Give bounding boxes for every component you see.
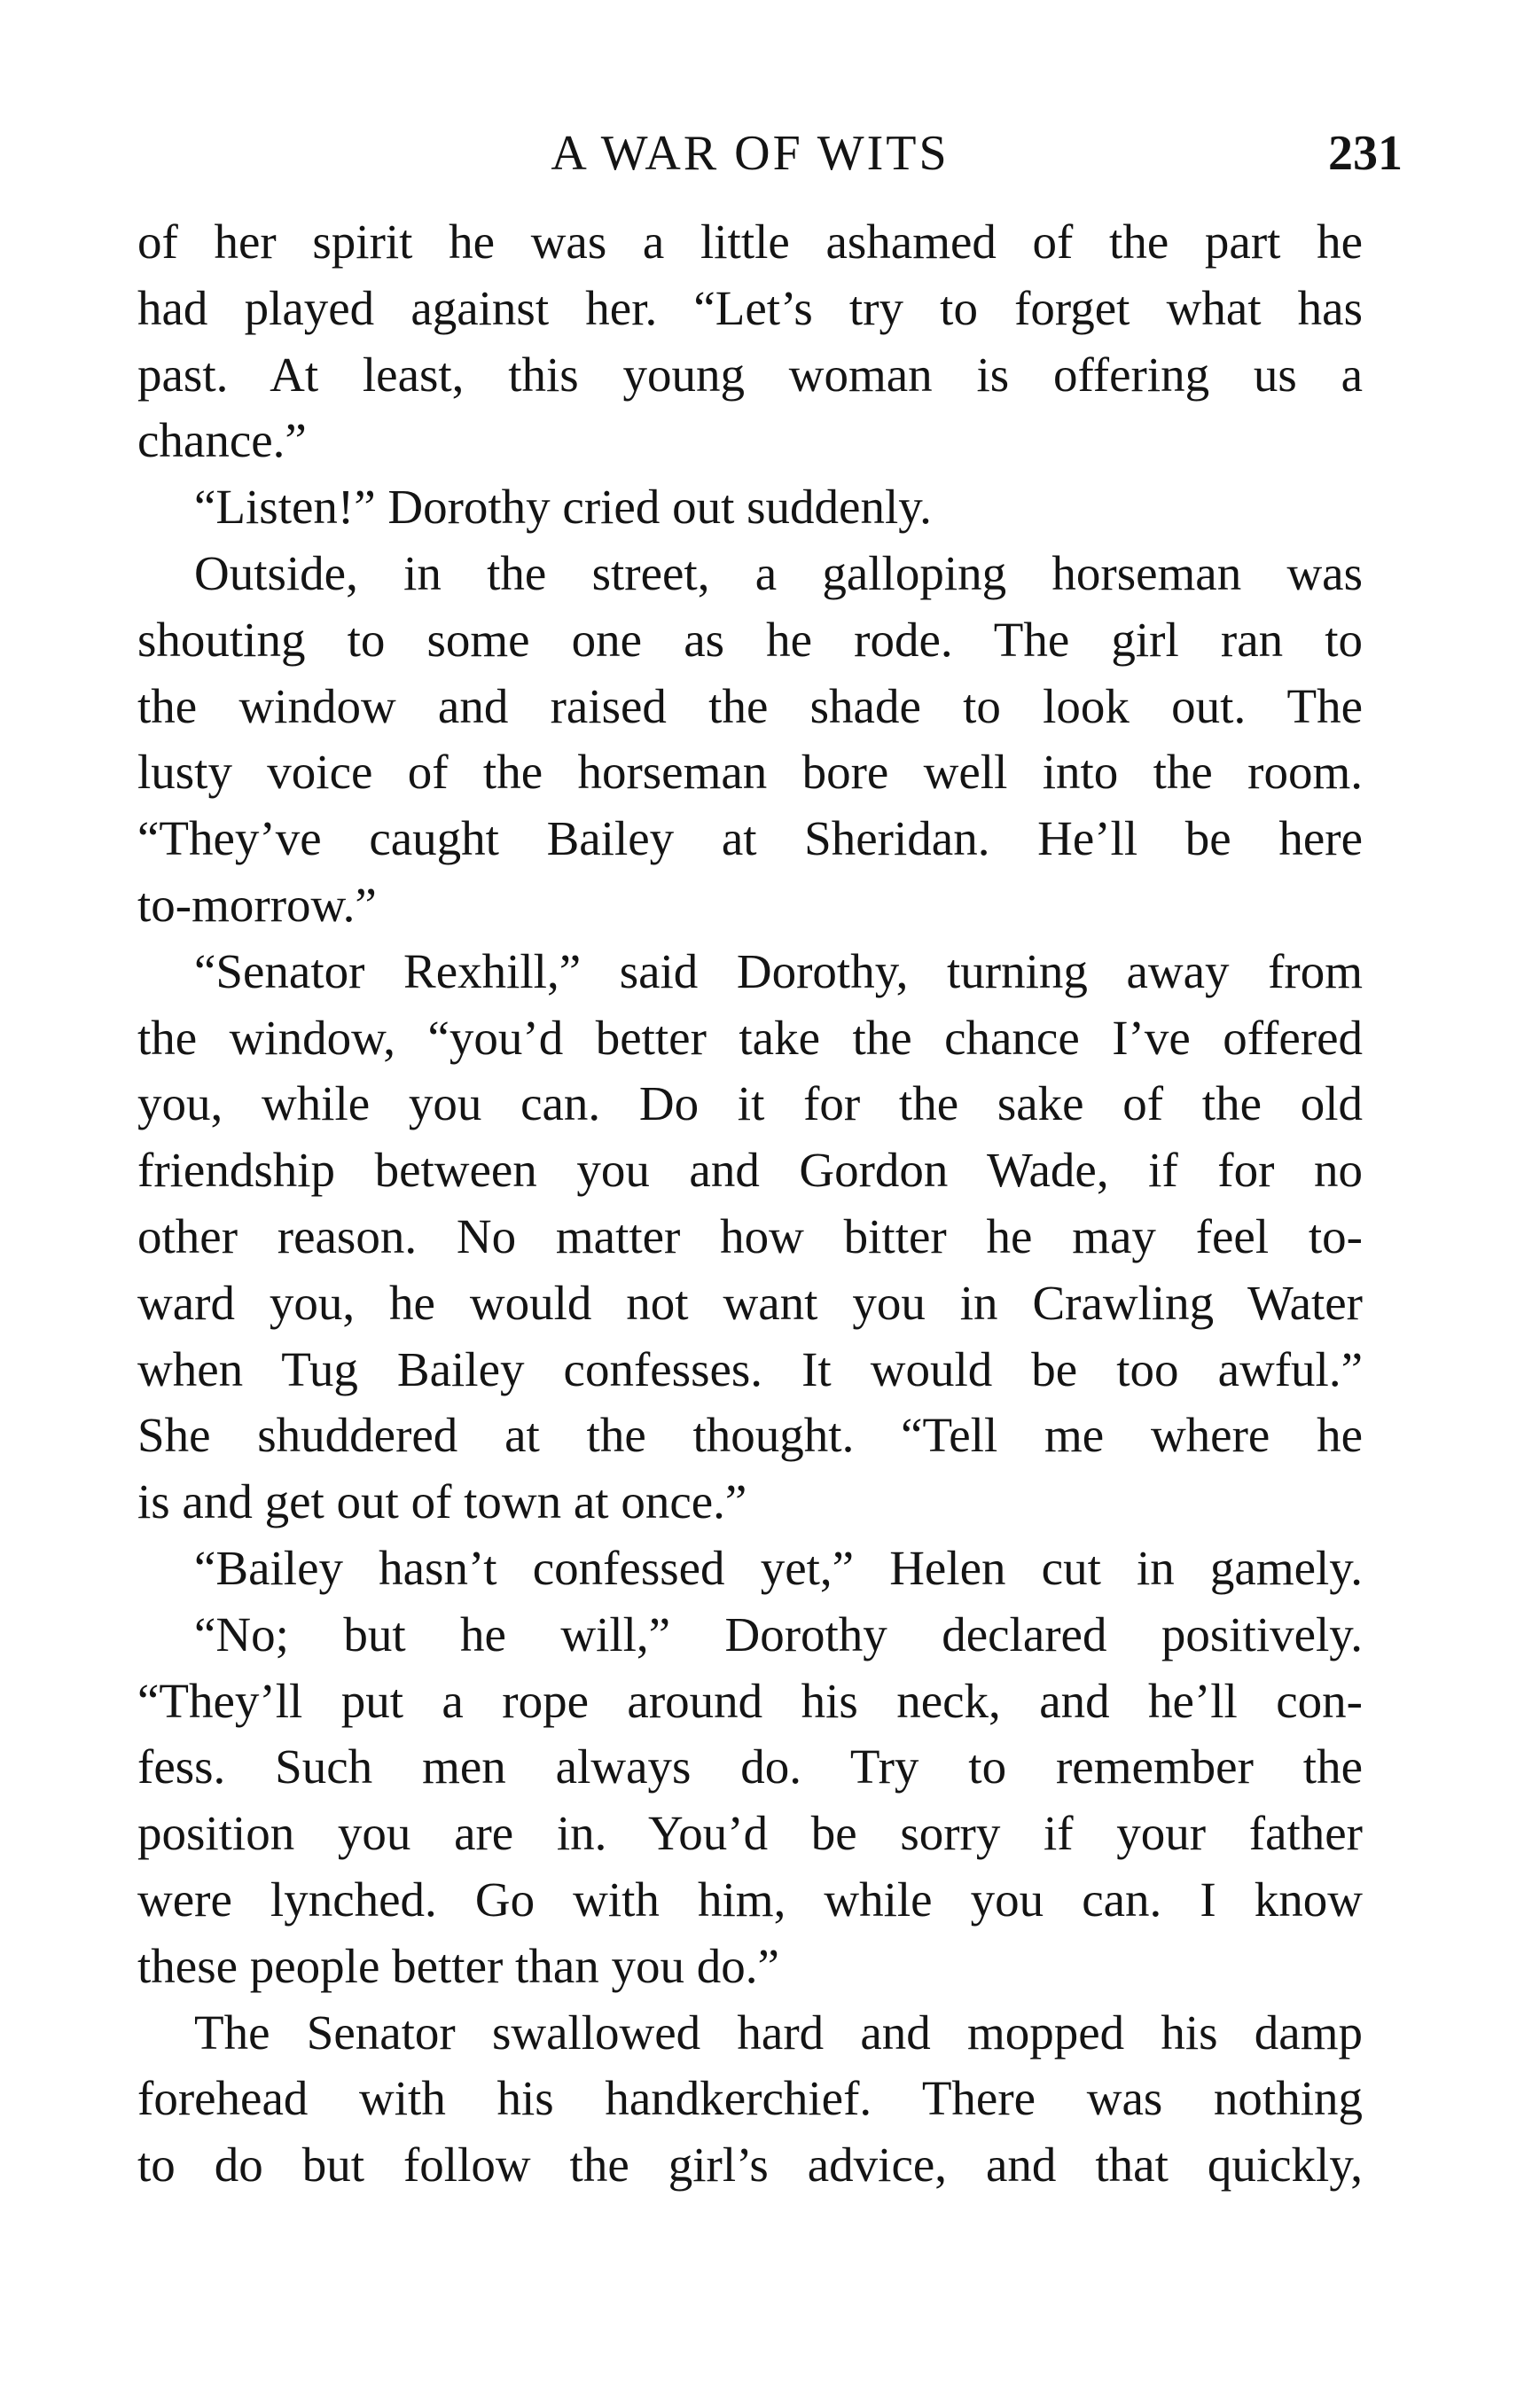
- text-line: [137, 1602, 1363, 1669]
- body-text: [137, 209, 1363, 2199]
- text-line: [137, 408, 1363, 474]
- text-line: [137, 806, 1363, 872]
- text-line: [137, 2000, 1363, 2067]
- text-line-content: The Senator swallowed hard and mopped his damp: [194, 2005, 1363, 2060]
- text-line-content: to-morrow.”: [137, 877, 377, 932]
- text-line-content: “They’ll put a rope around his neck, and he’ll con-: [137, 1673, 1363, 1728]
- text-line-content: ward you, he would not want you in Crawling Water: [137, 1275, 1363, 1330]
- text-line-content: when Tug Bailey confesses. It would be too awful.”: [137, 1341, 1363, 1396]
- text-line: [137, 739, 1363, 806]
- text-line: [137, 1934, 1363, 2000]
- text-line-content: lusty voice of the horseman bore well into the room.: [137, 745, 1363, 800]
- text-line-content: is and get out of town at once.”: [137, 1474, 747, 1529]
- text-line-content: you, while you can. Do it for the sake of the old: [137, 1076, 1363, 1131]
- text-line: [137, 1270, 1363, 1337]
- text-line: [137, 1801, 1363, 1867]
- text-line-content: had played against her. “Let’s try to forget what has: [137, 280, 1363, 335]
- text-line-content: “Listen!” Dorothy cried out suddenly.: [194, 480, 932, 535]
- text-line-content: “Bailey hasn’t confessed yet,” Helen cut in gamely.: [194, 1540, 1363, 1595]
- text-line-content: the window and raised the shade to look out. The: [137, 678, 1363, 733]
- text-line: [137, 607, 1363, 674]
- text-line-content: forehead with his handkerchief. There was nothing: [137, 2071, 1363, 2126]
- text-line: [137, 209, 1363, 276]
- text-line: [137, 872, 1363, 939]
- text-line: [137, 276, 1363, 342]
- text-line-content: to do but follow the girl’s advice, and that quickly,: [137, 2138, 1363, 2193]
- text-line: [137, 939, 1363, 1005]
- text-line: [137, 1536, 1363, 1602]
- text-line-content: other reason. No matter how bitter he may feel to-: [137, 1208, 1363, 1263]
- text-line: [137, 1204, 1363, 1270]
- text-line-content: past. At least, this young woman is offering us a: [137, 347, 1363, 402]
- text-line: [137, 1469, 1363, 1536]
- text-line-content: were lynched. Go with him, while you can. I know: [137, 1872, 1363, 1927]
- text-line-content: position you are in. You’d be sorry if your father: [137, 1806, 1363, 1861]
- text-line: [137, 541, 1363, 607]
- text-line-content: She shuddered at the thought. “Tell me where he: [137, 1408, 1363, 1463]
- text-line-content: chance.”: [137, 413, 307, 468]
- text-line: [137, 2132, 1363, 2199]
- text-line: [137, 1137, 1363, 1204]
- text-line: [137, 1071, 1363, 1137]
- text-line-content: these people better than you do.”: [137, 1938, 779, 1993]
- text-line-content: fess. Such men always do. Try to remember the: [137, 1739, 1363, 1794]
- page-number: 231: [1328, 126, 1403, 181]
- text-line: [137, 2066, 1363, 2132]
- text-line: [137, 1005, 1363, 1072]
- text-line: [137, 1669, 1363, 1735]
- text-line-content: of her spirit he was a little ashamed of the part he: [137, 215, 1363, 269]
- text-line: [137, 1337, 1363, 1403]
- running-head: [137, 113, 1403, 193]
- running-title: A WAR OF WITS: [551, 126, 950, 181]
- text-line: [137, 342, 1363, 409]
- text-line-content: Outside, in the street, a galloping horseman was: [194, 545, 1363, 600]
- text-line-content: “No; but he will,” Dorothy declared positively.: [194, 1606, 1363, 1661]
- text-line-content: friendship between you and Gordon Wade, if for no: [137, 1143, 1363, 1198]
- text-line-content: the window, “you’d better take the chance I’ve offered: [137, 1010, 1363, 1065]
- text-line: [137, 1403, 1363, 1469]
- text-line-content: “They’ve caught Bailey at Sheridan. He’ll be here: [137, 811, 1363, 866]
- text-line-content: “Senator Rexhill,” said Dorothy, turning away from: [194, 943, 1363, 998]
- text-line: [137, 474, 1363, 541]
- text-line: [137, 1867, 1363, 1934]
- text-line-content: shouting to some one as he rode. The girl ran to: [137, 612, 1363, 667]
- text-line: [137, 674, 1363, 740]
- text-line: [137, 1734, 1363, 1801]
